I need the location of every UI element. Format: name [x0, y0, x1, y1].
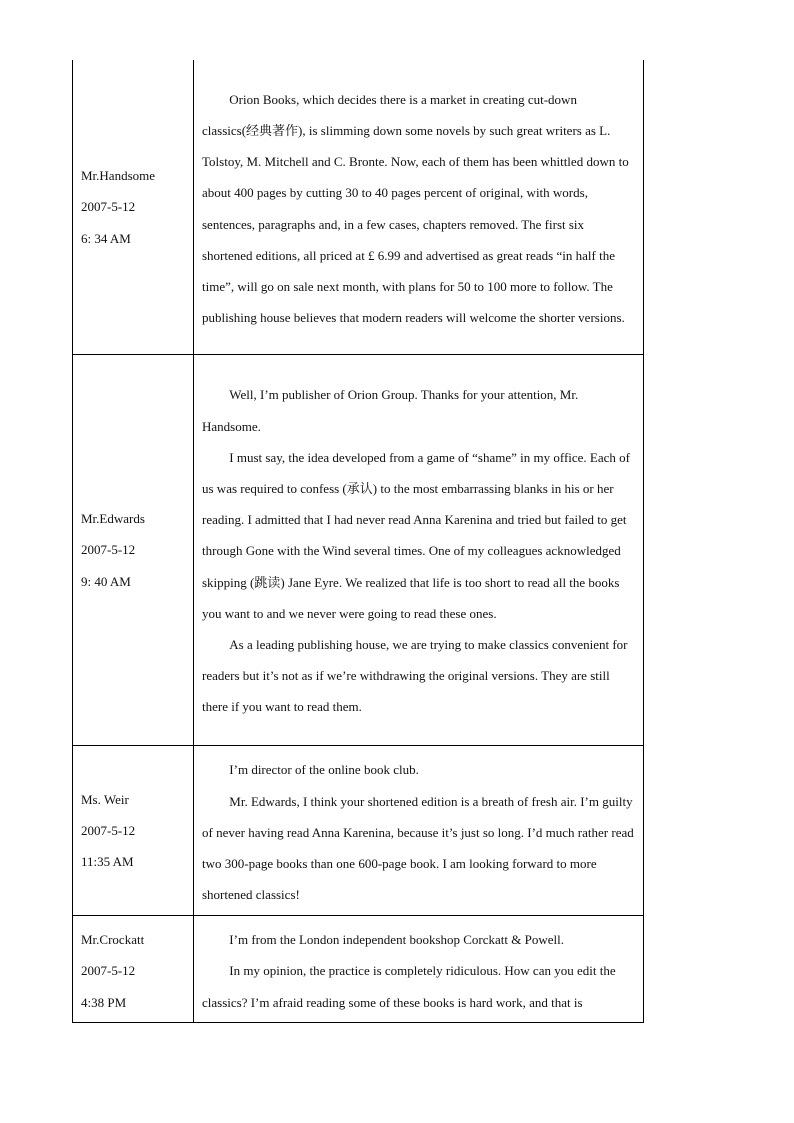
post-body	[194, 60, 644, 355]
post-meta	[73, 916, 194, 1023]
post-time: 4:38 PM	[81, 994, 127, 1010]
post-body	[194, 916, 644, 1023]
post-paragraph: Orion Books, which decides there is a market in creating cut-down classics(经典著作), is slimming down some novels by such great writers as L. Tolstoy, M. Mitchell and C. Bronte. Now, each of them has been whittled down to about 400 pages by cutting 30 to 40 pages percent of original, with words, sentences, paragraphs and, in a few cases, chapters removed. The first six shortened editions, all priced at £ 6.99 and advertised as great reads “in half the time”, will go on sale next month, with plans for 50 to 100 more to follow. The publishing house believes that modern readers will welcome the shorter versions.	[202, 91, 629, 326]
table-row	[73, 60, 644, 355]
post-meta	[73, 60, 194, 355]
post-meta	[73, 746, 194, 916]
post-body	[194, 355, 644, 746]
post-author: Mr.Edwards	[81, 511, 145, 527]
forum-posts-table	[72, 60, 644, 1023]
post-date: 2007-5-12	[81, 822, 136, 838]
post-paragraph: In my opinion, the practice is completely ridiculous. How can you edit the classics? I’m afraid reading some of these books is hard work, and that is	[202, 963, 616, 1010]
table-row	[73, 355, 644, 746]
post-paragraph: Mr. Edwards, I think your shortened edition is a breath of fresh air. I’m guilty of never having read Anna Karenina, because it’s just so long. I’d much rather read two 300-page books than one 600-page book. I am looking forward to more shortened classics!	[202, 793, 634, 903]
post-meta	[73, 355, 194, 746]
post-date: 2007-5-12	[81, 963, 136, 979]
post-time: 6: 34 AM	[81, 230, 131, 246]
post-date: 2007-5-12	[81, 199, 136, 215]
post-author: Mr.Crockatt	[81, 932, 145, 948]
post-author: Ms. Weir	[81, 791, 129, 807]
post-paragraph: I must say, the idea developed from a game of “shame” in my office. Each of us was required to confess (承认) to the most embarrassing blanks in his or her reading. I admitted that I had never read Anna Karenina and tried but failed to get through Gone with the Wind several times. One of my colleagues acknowledged skipping (跳读) Jane Eyre. We realized that life is too short to read all the books you want to and we never were going to read these ones.	[202, 449, 630, 621]
table-row	[73, 916, 644, 1023]
post-time: 11:35 AM	[81, 854, 134, 870]
post-date: 2007-5-12	[81, 542, 136, 558]
post-paragraph: Well, I’m publisher of Orion Group. Thanks for your attention, Mr. Handsome.	[202, 387, 579, 434]
post-author: Mr.Handsome	[81, 168, 156, 184]
post-paragraph: As a leading publishing house, we are trying to make classics convenient for readers but it’s not as if we’re withdrawing the original versions. They are still there if you want to read them.	[202, 637, 628, 715]
post-paragraph: I’m director of the online book club.	[229, 762, 419, 778]
post-body	[194, 746, 644, 916]
post-paragraph: I’m from the London independent bookshop Corckatt & Powell.	[229, 932, 564, 948]
table-row	[73, 746, 644, 916]
post-time: 9: 40 AM	[81, 573, 131, 589]
